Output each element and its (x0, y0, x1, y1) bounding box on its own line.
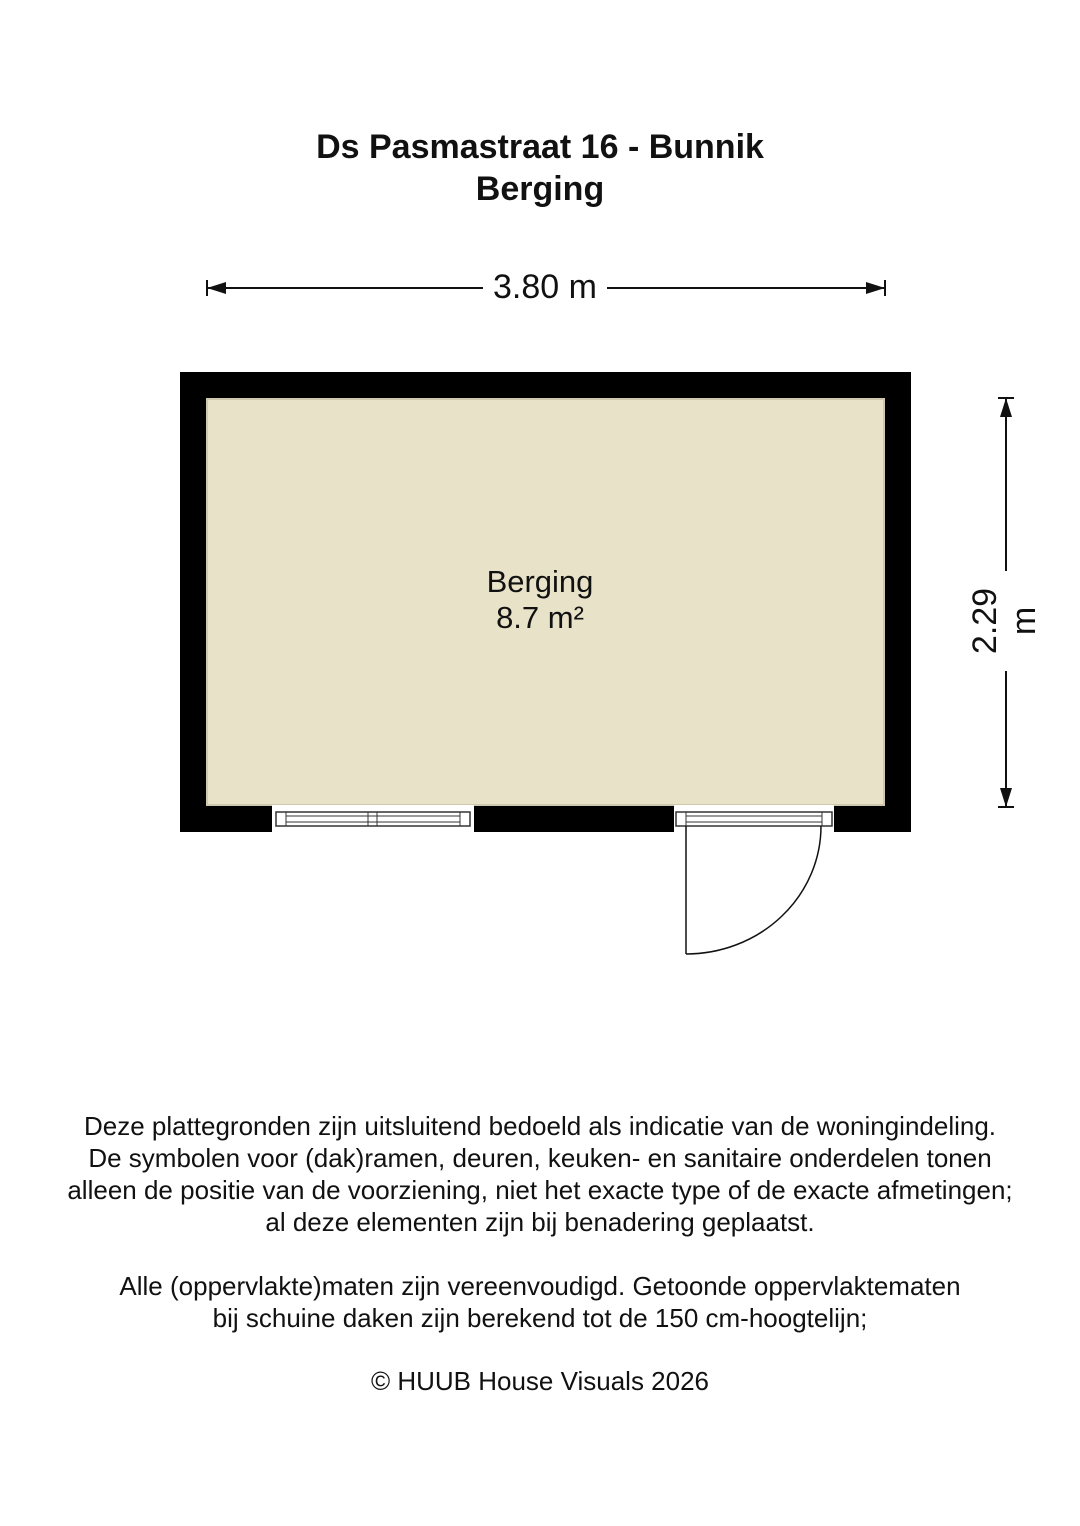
disclaimer-line: Deze plattegronden zijn uitsluitend bedoeld als indicatie van de woningindeling. (83, 1111, 997, 1141)
disclaimer-paragraph-1 (0, 1110, 1080, 1238)
width-dimension-label: 3.80 m (0, 268, 1080, 307)
disclaimer-line: De symbolen voor (dak)ramen, deuren, keuken- en sanitaire onderdelen tonen (88, 1143, 992, 1173)
room-area: 8.7 m² (496, 600, 584, 635)
door (674, 805, 834, 954)
page-subtitle: Berging (475, 170, 605, 208)
room-label (390, 564, 690, 636)
disclaimer-line: Alle (oppervlakte)maten zijn vereenvoudigd. Getoonde oppervlaktematen (119, 1271, 961, 1301)
disclaimer-line: bij schuine daken zijn berekend tot de 150 cm-hoogtelijn; (212, 1303, 868, 1333)
room-name: Berging (486, 564, 594, 599)
disclaimer-line: alleen de positie van de voorziening, niet het exacte type of de exacte afmetingen; (67, 1175, 1013, 1205)
page-title: Ds Pasmastraat 16 - Bunnik (316, 128, 764, 166)
window (272, 805, 474, 832)
copyright: © HUUB House Visuals 2026 (370, 1366, 710, 1396)
disclaimer-line: al deze elementen zijn bij benadering geplaatst. (265, 1207, 815, 1237)
disclaimer-paragraph-2 (0, 1270, 1080, 1334)
height-dimension-label: 2.29 m (966, 571, 1044, 671)
